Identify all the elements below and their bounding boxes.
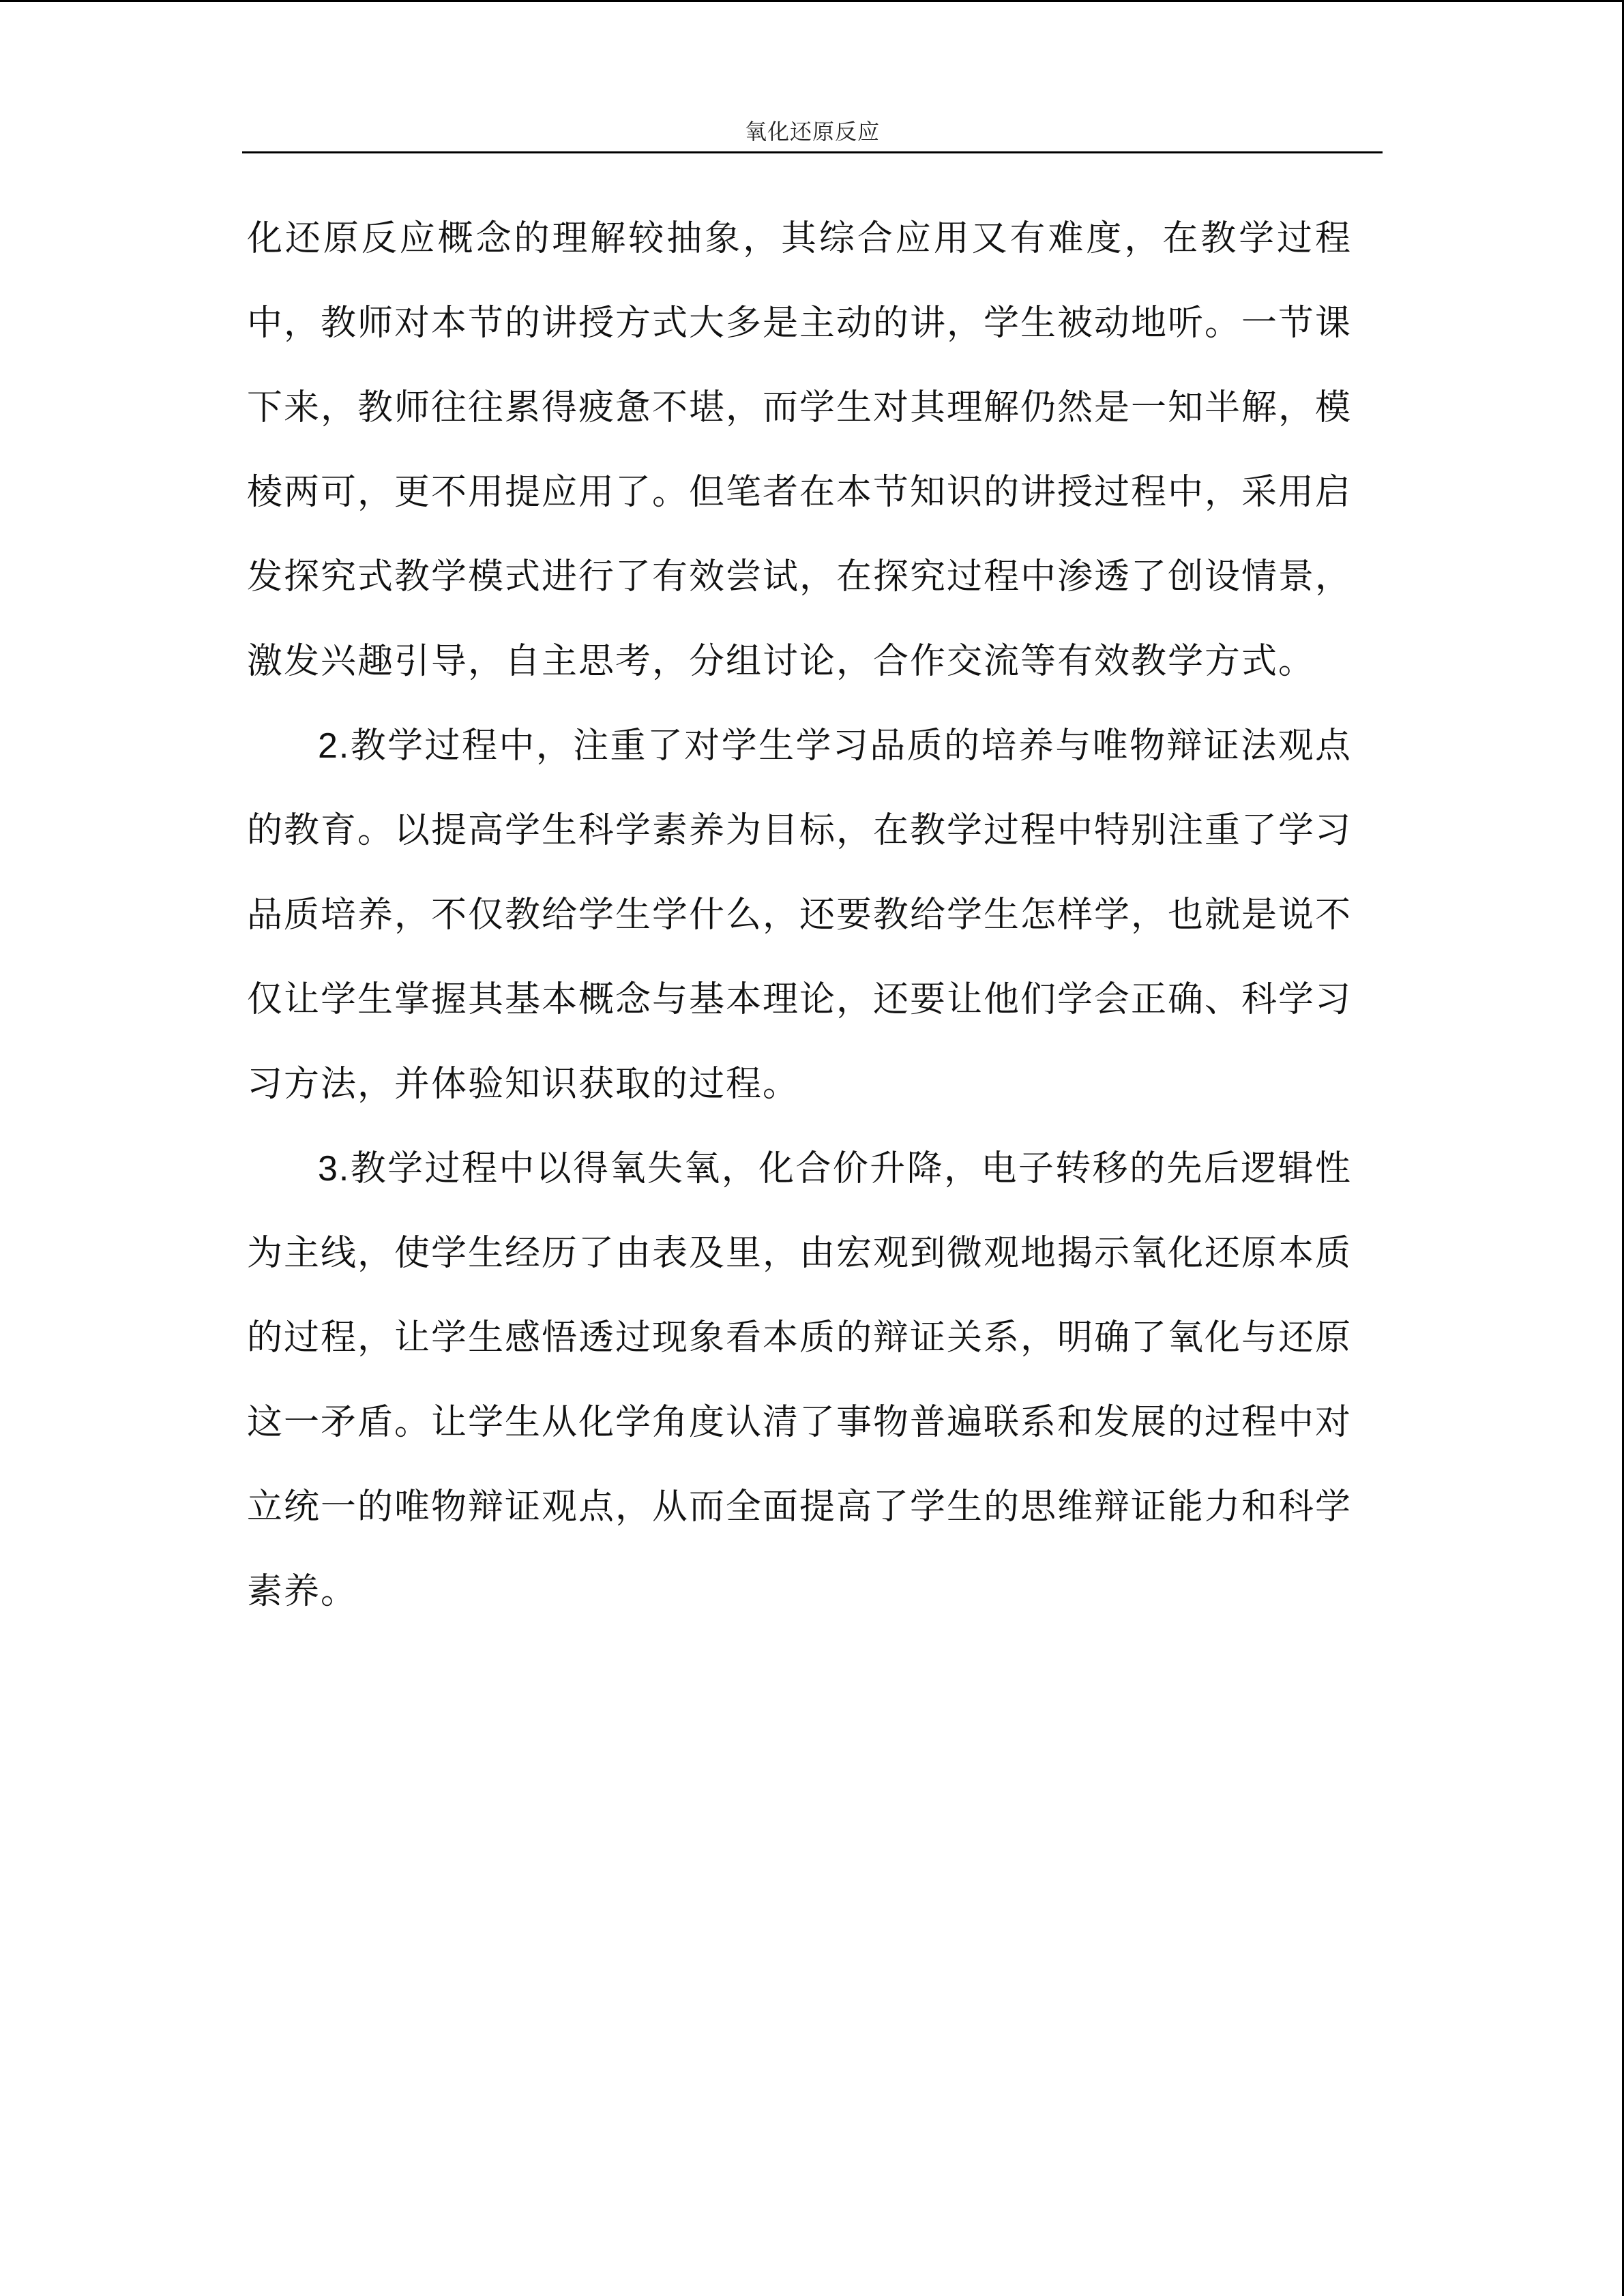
paragraph-2-text: 教学过程中，注重了对学生学习品质的培养与唯物辩证法观点的教育。以提高学生科学素养为目标，在教学过程中特别注重了学习品质培养，不仅教给学生学什么，还要教给学生怎样学，也就是说不仅让学生掌握其基本概念与基本理论，还要让他们学会正确、科学习习方法，并体验知识获取的过程。 (247, 726, 1353, 1105)
header-title: 氧化还原反应 (744, 119, 880, 145)
paragraph-1-text: 化还原反应概念的理解较抽象，其综合应用又有难度，在教学过程中，教师对本节的讲授方式大多是主动的讲，学生被动地听。一节课下来，教师往往累得疲惫不堪，而学生对其理解仍然是一知半解，模棱两可，更不用提应用了。但笔者在本节知识的讲授过程中，采用启发探究式教学模式进行了有效尝试，在探究过程中渗透了创设情景，激发兴趣引导，自主思考，分组讨论，合作交流等有效教学方式。 (247, 218, 1353, 682)
paragraph-3-text: 教学过程中以得氧失氧，化合价升降，电子转移的先后逻辑性为主线，使学生经历了由表及里，由宏观到微观地揭示氧化还原本质的过程，让学生感悟透过现象看本质的辩证关系，明确了氧化与还原这一矛盾。让学生从化学角度认清了事物普遍联系和发展的过程中对立统一的唯物辩证观点，从而全面提高了学生的思维辩证能力和科学素养。 (247, 1148, 1353, 1612)
document-body (247, 196, 1352, 1634)
paragraph-3 (247, 1127, 1352, 1634)
paragraph-2 (247, 704, 1352, 1127)
running-header (242, 115, 1383, 153)
paragraph-1 (247, 196, 1352, 704)
paragraph-3-number: 3. (318, 1149, 351, 1189)
paragraph-2-number: 2. (318, 726, 351, 766)
